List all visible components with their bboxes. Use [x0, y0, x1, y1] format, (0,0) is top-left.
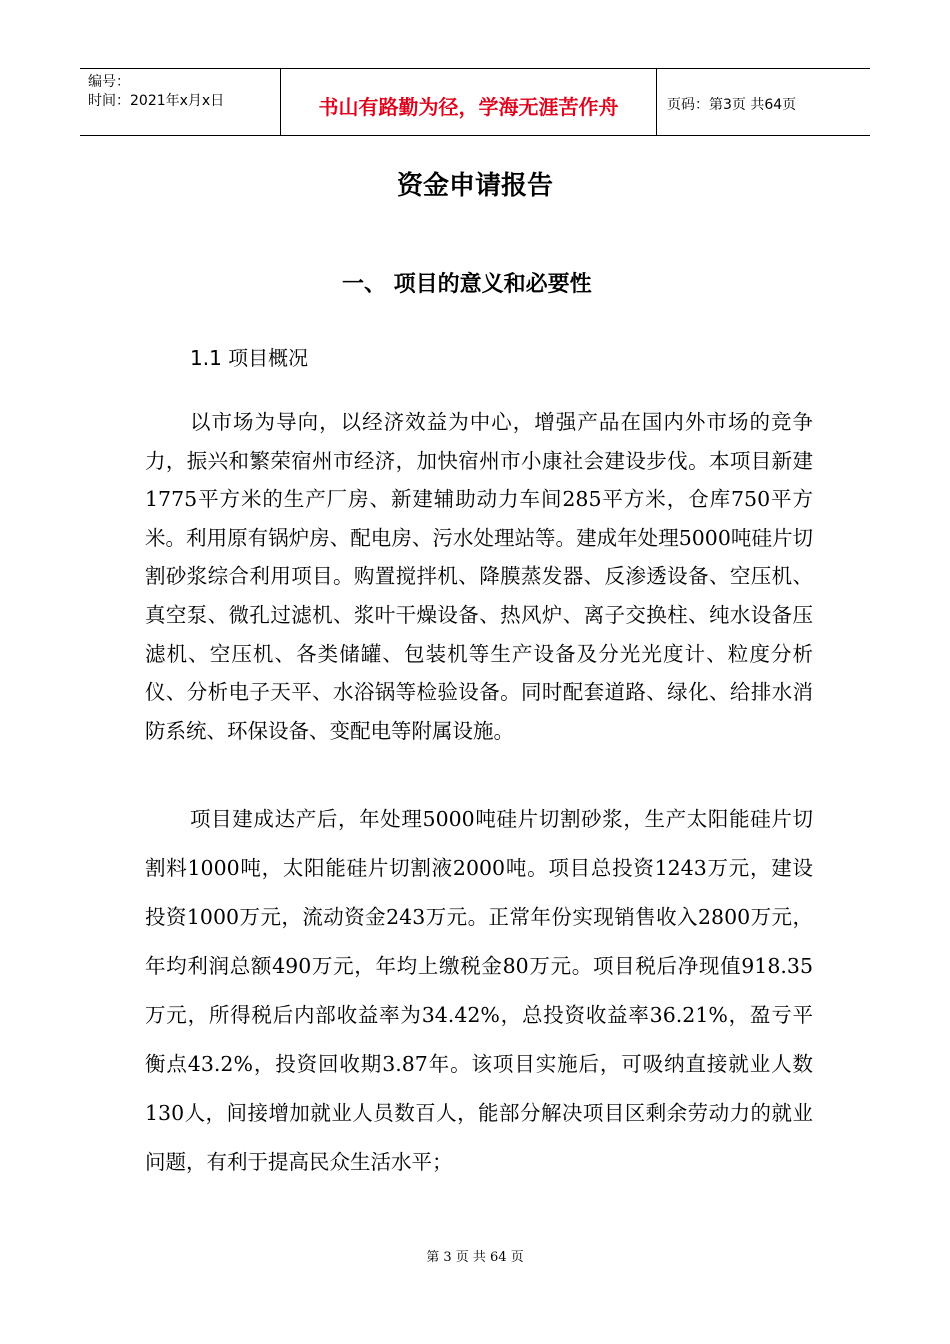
page-footer: 第 3 页 共 64 页 — [426, 1250, 524, 1265]
header-page-info: 页码：第3页 共64页 — [667, 97, 797, 113]
date-line: 时间：2021年x月x日 — [88, 93, 225, 109]
subsection-title: 1.1 项目概况 — [190, 346, 309, 370]
document-title: 资金申请报告 — [396, 171, 553, 201]
doc-number-label: 编号： — [88, 74, 130, 90]
header-motto: 书山有路勤为径，学海无涯苦作舟 — [281, 69, 657, 135]
paragraph-overview: 以市场为导向，以经济效益为中心，增强产品在国内外市场的竞争力，振兴和繁荣宿州市经济，加快宿州市小康社会建设步伐。本项目新建1775平方米的生产厂房、新建辅助动力车间285平方米，仓库750平方米。利用原有锅炉房、配电房、污水处理站等。建成年处理5000吨硅片切割砂浆综合利用项目。购置搅拌机、降膜蒸发器、反渗透设备、空压机、真空泵、微孔过滤机、浆叶干燥设备、热风炉、离子交换柱、纯水设备压滤机、空压机、各类储罐、包装机等生产设备及分光光度计、粒度分析仪、分析电子天平、水浴锅等检验设备。同时配套道路、绿化、给排水消防系统、环保设备、变配电等附属设施。 — [145, 410, 813, 743]
page-header — [80, 68, 870, 136]
header-meta-cell — [80, 69, 281, 135]
paragraph-financials: 项目建成达产后，年处理5000吨硅片切割砂浆，生产太阳能硅片切割料1000吨，太阳能硅片切割液2000吨。项目总投资1243万元，建设投资1000万元，流动资金243万元。正常年份实现销售收入2800万元，年均利润总额490万元，年均上缴税金80万元。项目税后净现值918.35万元，所得税后内部收益率为34.42%，总投资收益率36.21%，盈亏平衡点43.2%，投资回收期3.87年。该项目实施后，可吸纳直接就业人数130人，间接增加就业人员数百人，能部分解决项目区剩余劳动力的就业问题，有利于提高民众生活水平； — [145, 807, 813, 1174]
section-title: 一、 项目的意义和必要性 — [342, 272, 592, 297]
